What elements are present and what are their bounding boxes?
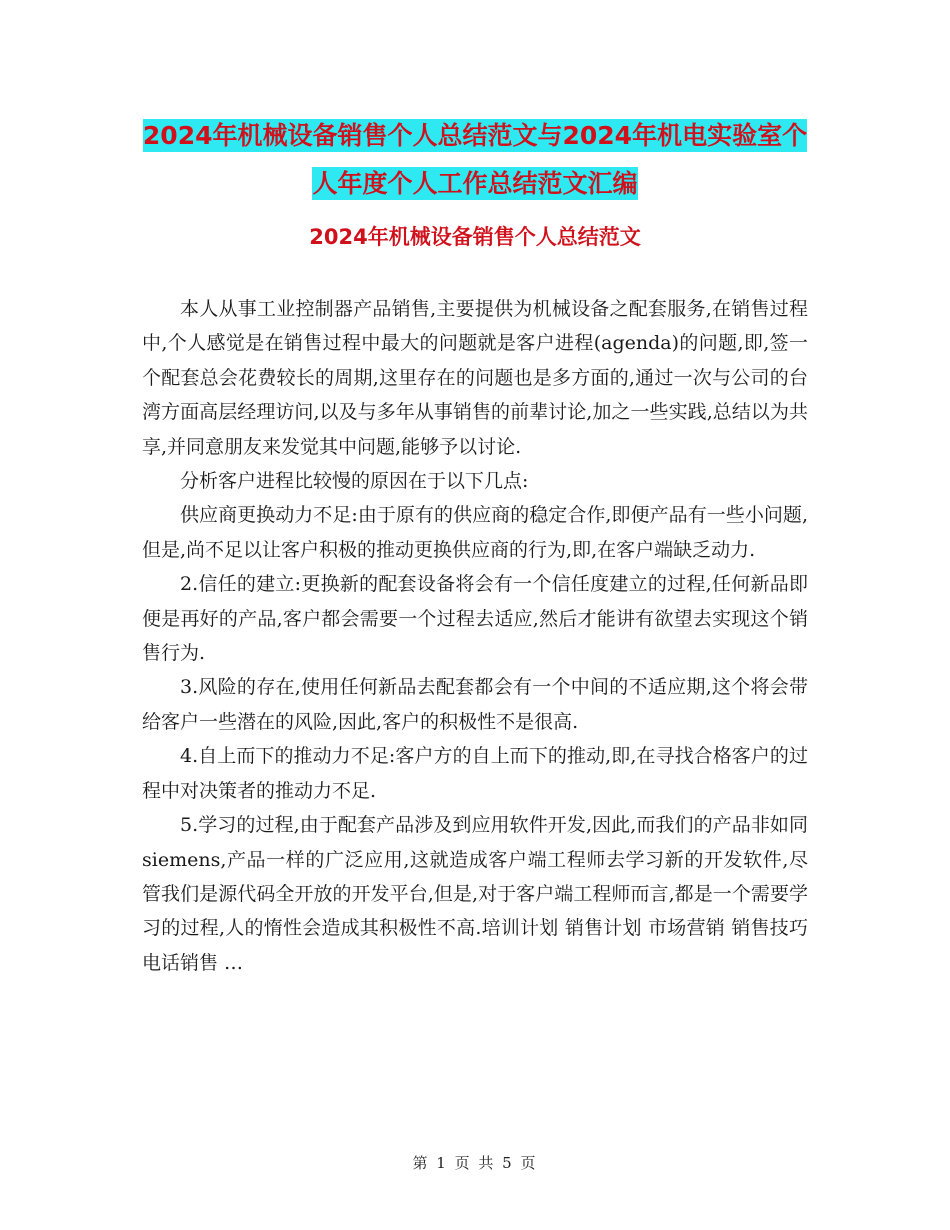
paragraph: 本人从事工业控制器产品销售,主要提供为机械设备之配套服务,在销售过程中,个人感觉是在销售过程中最大的问题就是客户进程(agenda)的问题,即,签一个配套总会花费较长的周期,这里存在的问题也是多方面的,通过一次与公司的台湾方面高层经理访问,以及与多年从事销售的前辈讨论,加之一些实践,总结以为共享,并同意朋友来发觉其中问题,能够予以讨论. (142, 298, 808, 458)
document-title (140, 112, 810, 208)
body-text (142, 292, 808, 980)
paragraph: 2.信任的建立:更换新的配套设备将会有一个信任度建立的过程,任何新品即便是再好的产品,客户都会需要一个过程去适应,然后才能讲有欲望去实现这个销售行为. (142, 573, 808, 665)
paragraph: 5.学习的过程,由于配套产品涉及到应用软件开发,因此,而我们的产品非如同siemens,产品一样的广泛应用,这就造成客户端工程师去学习新的开发软件,尽管我们是源代码全开放的开发平台,但是,对于客户端工程师而言,都是一个需要学习的过程,人的惰性会造成其积极性不高.培训计划 销售计划 市场营销 销售技巧 电话销售 … (142, 814, 808, 974)
paragraph: 供应商更换动力不足:由于原有的供应商的稳定合作,即便产品有一些小问题,但是,尚不足以让客户积极的推动更换供应商的行为,即,在客户端缺乏动力. (142, 504, 808, 561)
paragraph: 4.自上而下的推动力不足:客户方的自上而下的推动,即,在寻找合格客户的过程中对决策者的推动力不足. (142, 745, 808, 802)
paragraph: 分析客户进程比较慢的原因在于以下几点: (180, 470, 529, 493)
title-highlight: 2024年机械设备销售个人总结范文与2024年机电实验室个人年度个人工作总结范文汇编 (142, 121, 808, 198)
paragraph: 3.风险的存在,使用任何新品去配套都会有一个中间的不适应期,这个将会带给客户一些潜在的风险,因此,客户的积极性不是很高. (142, 676, 808, 733)
section-title: 2024年机械设备销售个人总结范文 (309, 225, 641, 249)
page-footer: 第 1 页 共 5 页 (412, 1154, 538, 1172)
